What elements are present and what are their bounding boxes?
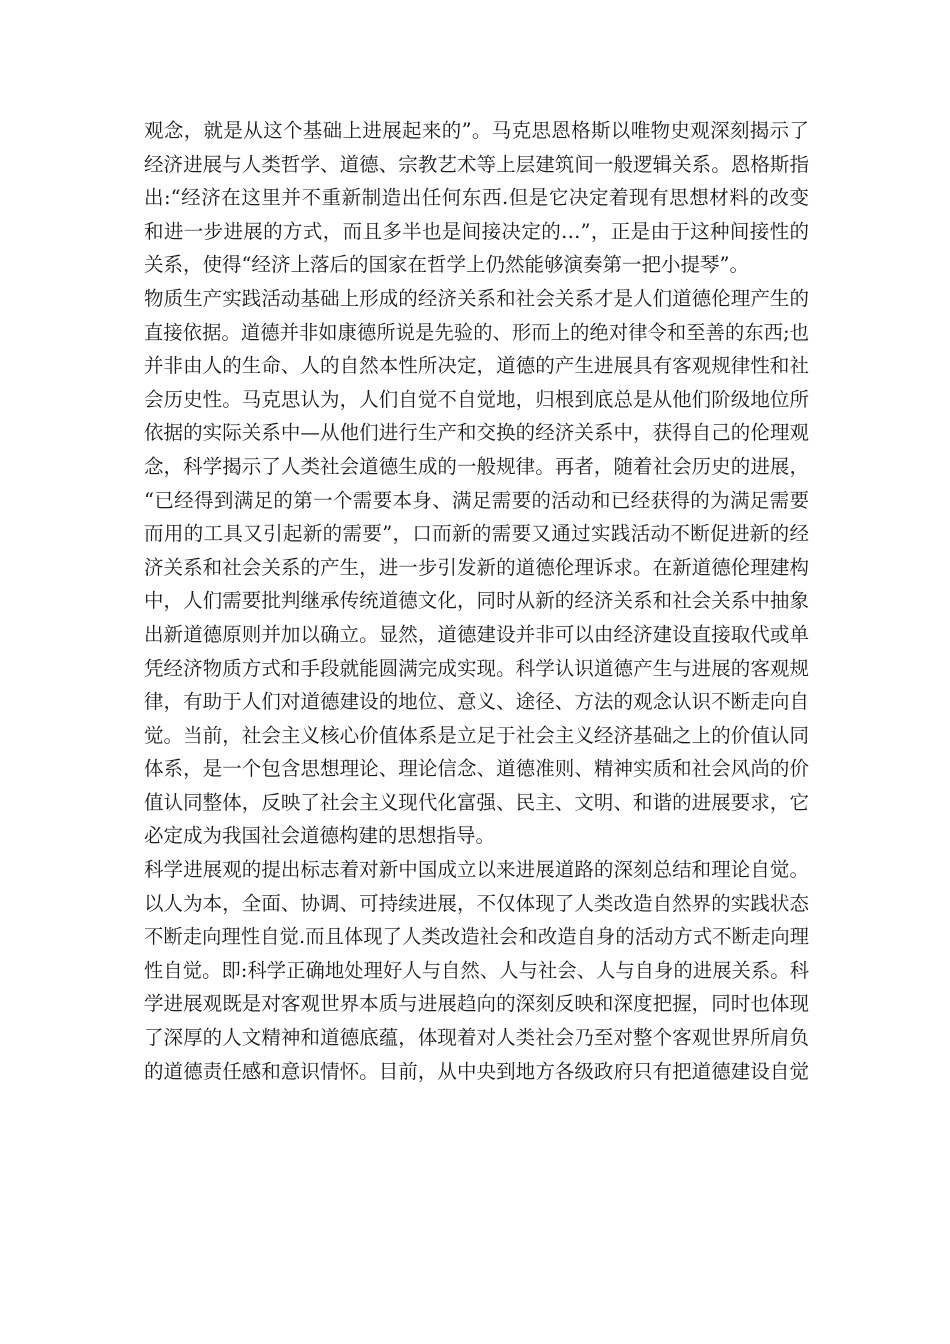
- text-line: 念，科学揭示了人类社会道德生成的一般规律。再者，随着社会历史的进展，: [144, 454, 809, 478]
- text-line: 不断走向理性自觉.而且体现了人类改造社会和改造自身的活动方式不断走向理: [144, 925, 809, 949]
- text-line: 必定成为我国社会道德构建的思想指导。: [144, 824, 496, 848]
- text-line: 并非由人的生命、人的自然本性所决定，道德的产生进展具有客观规律性和社: [144, 354, 809, 378]
- text-line: 性自觉。即:科学正确地处理好人与自然、人与社会、人与自身的进展关系。科: [144, 958, 809, 982]
- text-line: 观念，就是从这个基础上进展起来的”。马克思恩格斯以唯物史观深刻揭示了: [144, 119, 809, 142]
- body-text: [144, 114, 809, 1088]
- text-line: 关系，使得“经济上落后的国家在哲学上仍然能够演奏第一把小提琴”。: [144, 253, 749, 277]
- text-line: 觉。当前，社会主义核心价值体系是立足于社会主义经济基础之上的价值认同: [144, 723, 809, 747]
- text-line: 的道德责任感和意识情怀。目前，从中央到地方各级政府只有把道德建设自觉: [144, 1059, 809, 1083]
- text-line: 物质生产实践活动基础上形成的经济关系和社会关系才是人们道德伦理产生的: [144, 286, 809, 310]
- text-line: 经济进展与人类哲学、道德、宗教艺术等上层建筑间一般逻辑关系。恩格斯指: [144, 152, 809, 176]
- text-line: 和进一步进展的方式，而且多半也是间接决定的…”，正是由于这种间接性的: [144, 219, 809, 243]
- text-line: 直接依据。道德并非如康德所说是先验的、形而上的绝对律令和至善的东西;也: [144, 320, 809, 344]
- text-line: 而用的工具又引起新的需要”，口而新的需要又通过实践活动不断促进新的经: [144, 522, 809, 546]
- text-line: 依据的实际关系中—从他们进行生产和交换的经济关系中，获得自己的伦理观: [144, 421, 809, 445]
- text-line: 以人为本，全面、协调、可持续进展，不仅体现了人类改造自然界的实践状态: [144, 891, 809, 915]
- text-line: “已经得到满足的第一个需要本身、满足需要的活动和已经获得的为满足需要: [144, 488, 809, 512]
- text-line: 科学进展观的提出标志着对新中国成立以来进展道路的深刻总结和理论自觉。: [144, 858, 809, 882]
- text-line: 会历史性。马克思认为，人们自觉不自觉地，归根到底总是从他们阶级地位所: [144, 387, 809, 411]
- text-line: 中，人们需要批判继承传统道德文化，同时从新的经济关系和社会关系中抽象: [144, 589, 809, 613]
- text-line: 律，有助于人们对道德建设的地位、意义、途径、方法的观念认识不断走向自: [144, 690, 809, 714]
- text-line: 了深厚的人文精神和道德底蕴，体现着对人类社会乃至对整个客观世界所肩负: [144, 1026, 809, 1050]
- text-line: 值认同整体，反映了社会主义现代化富强、民主、文明、和谐的进展要求，它: [144, 790, 809, 814]
- text-line: 出新道德原则并加以确立。显然，道德建设并非可以由经济建设直接取代或单: [144, 622, 809, 646]
- text-line: 出:“经济在这里并不重新制造出任何东西.但是它决定着现有思想材料的改变: [144, 186, 809, 210]
- text-line: 济关系和社会关系的产生，进一步引发新的道德伦理诉求。在新道德伦理建构: [144, 555, 809, 579]
- text-line: 体系，是一个包含思想理论、理论信念、道德准则、精神实质和社会风尚的价: [144, 757, 809, 781]
- text-line: 学进展观既是对客观世界本质与进展趋向的深刻反映和深度把握，同时也体现: [144, 992, 809, 1016]
- text-line: 凭经济物质方式和手段就能圆满完成实现。科学认识道德产生与进展的客观规: [144, 656, 809, 680]
